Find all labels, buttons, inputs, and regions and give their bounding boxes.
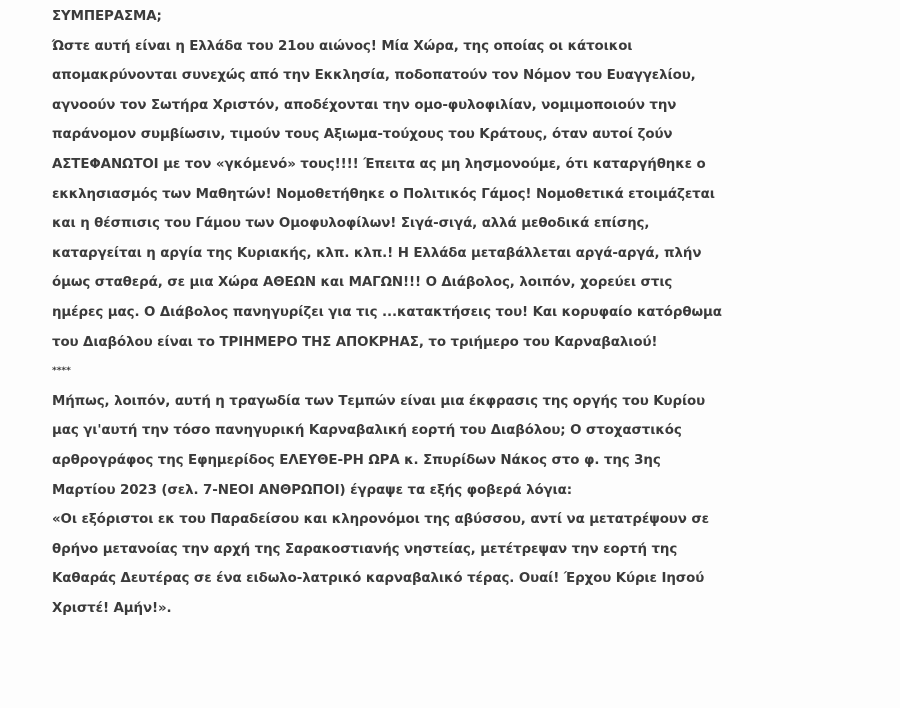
paragraph-line: και η θέσπισις του Γάμου των Ομοφυλοφίλων! Σιγά-σιγά, αλλά μεθοδικά επίσης, xyxy=(52,216,650,232)
paragraph-line: Μήπως, λοιπόν, αυτή η τραγωδία των Τεμπών είναι μια έκφρασις της οργής του Κυρίου xyxy=(52,393,706,409)
paragraph-line: απομακρύνονται συνεχώς από την Εκκλησία, ποδοπατούν τον Νόμον του Ευαγγελίου, xyxy=(52,68,696,84)
paragraph-line: αγνοούν τον Σωτήρα Χριστόν, αποδέχονται την ομο-φυλοφιλίαν, νομιμοποιούν την xyxy=(52,97,677,113)
paragraph-1 xyxy=(52,32,872,358)
quote-line: Καθαράς Δευτέρας σε ένα ειδωλο-λατρικό καρναβαλικό τέρας. Ουαί! Έρχου Κύριε Ιησού xyxy=(52,571,705,587)
section-separator: **** xyxy=(52,366,71,377)
paragraph-line: όμως σταθερά, σε μια Χώρα ΑΘΕΩΝ και ΜΑΓΩΝ!!! Ο Διάβολος, λοιπόν, χορεύει στις xyxy=(52,275,673,291)
paragraph-line: ΑΣΤΕΦΑΝΩΤΟΙ με τον «γκόμενό» τους!!!! Έπειτα ας μη λησμονούμε, ότι καταργήθηκε ο xyxy=(52,156,706,172)
article-body xyxy=(52,2,872,623)
quote-line: θρήνο μετανοίας την αρχή της Σαρακοστιανής νηστείας, μετέτρεψαν την εορτή της xyxy=(52,541,678,557)
paragraph-line: εκκλησιασμός των Μαθητών! Νομοθετήθηκε ο Πολιτικός Γάμος! Νομοθετικά ετοιμάζεται xyxy=(52,186,715,202)
paragraph-line: μας γι'αυτή την τόσο πανηγυρική Καρναβαλική εορτή του Διαβόλου; Ο στοχαστικός xyxy=(52,423,682,439)
quote-line: «Οι εξόριστοι εκ του Παραδείσου και κληρονόμοι της αβύσσου, αντί να μετατρέψουν σε xyxy=(52,512,710,528)
quote-line: Χριστέ! Αμήν!». xyxy=(52,600,172,616)
paragraph-line: Ώστε αυτή είναι η Ελλάδα του 21ου αιώνος! Μία Χώρα, της οποίας οι κάτοικοι xyxy=(52,38,633,54)
paragraph-line: αρθρογράφος της Εφημερίδος ΕΛΕΥΘΕ-ΡΗ ΩΡΑ κ. Σπυρίδων Νάκος στο φ. της 3ης xyxy=(52,452,661,468)
paragraph-line: του Διαβόλου είναι το ΤΡΙΗΜΕΡΟ ΤΗΣ ΑΠΟΚΡΗΑΣ, το τριήμερο του Καρναβαλιού! xyxy=(52,334,658,350)
section-heading: ΣΥΜΠΕΡΑΣΜΑ; xyxy=(52,9,162,24)
paragraph-line: καταργείται η αργία της Κυριακής, κλπ. κλπ.! Η Ελλάδα μεταβάλλεται αργά-αργά, πλήν xyxy=(52,245,702,261)
paragraph-2 xyxy=(52,387,872,624)
paragraph-line: Μαρτίου 2023 (σελ. 7-ΝΕΟΙ ΑΝΘΡΩΠΟΙ) έγραψε τα εξής φοβερά λόγια: xyxy=(52,482,573,498)
paragraph-line: παράνομον συμβίωσιν, τιμούν τους Αξιωμα-τούχους του Κράτους, όταν αυτοί ζούν xyxy=(52,127,673,143)
paragraph-line: ημέρες μας. Ο Διάβολος πανηγυρίζει για τις ...κατακτήσεις του! Και κορυφαίο κατόρθωμα xyxy=(52,304,722,320)
